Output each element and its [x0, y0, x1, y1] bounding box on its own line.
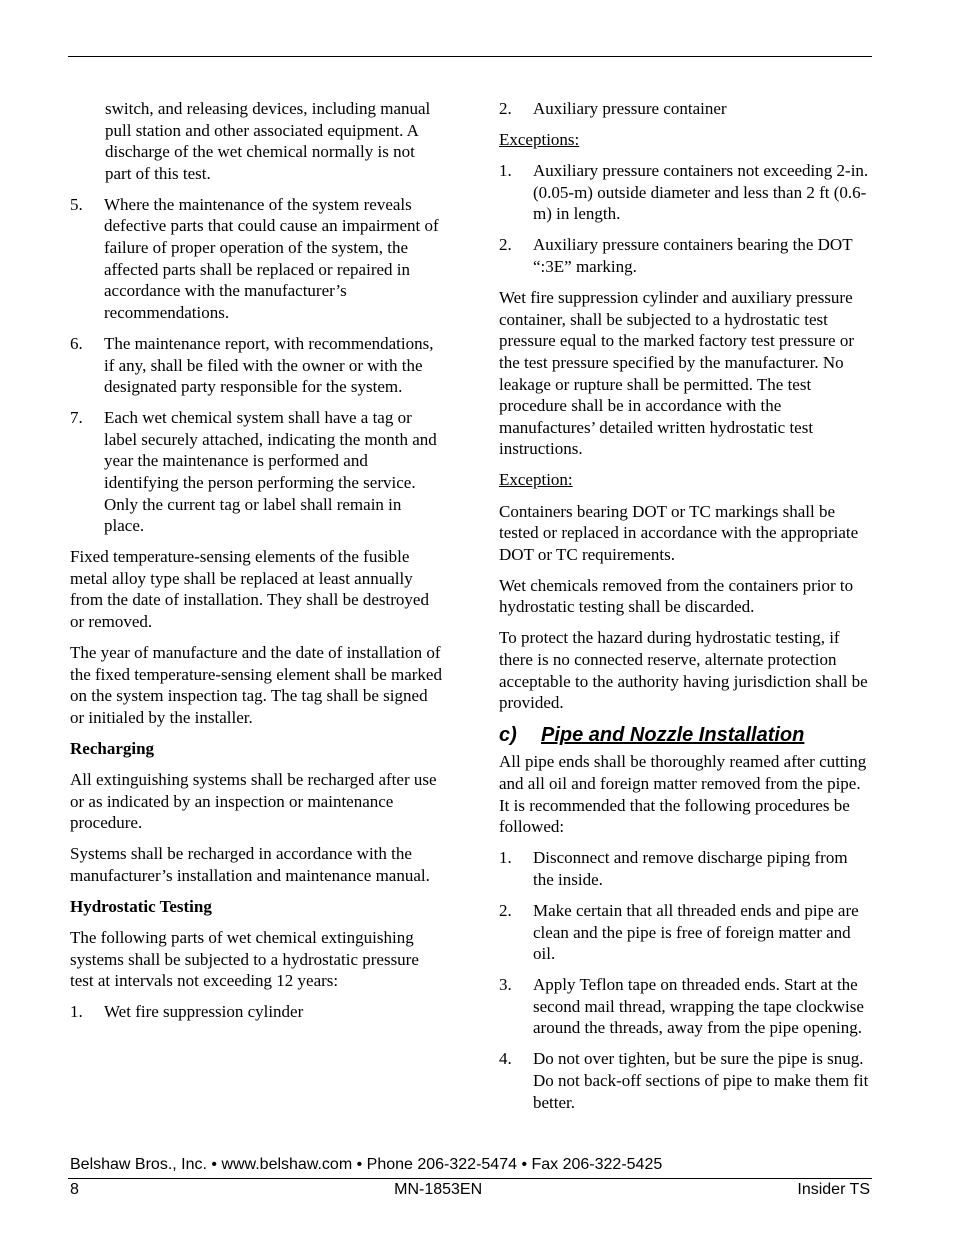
- exception-label: Exception:: [499, 470, 573, 490]
- paragraph: Containers bearing DOT or TC markings shall be tested or replaced in accordance with the appropriate DOT or TC requirements.: [499, 501, 859, 564]
- list-item: [499, 900, 871, 965]
- paragraph: The year of manufacture and the date of installation of the fixed temperature-sensing element shall be marked on the system inspection tag. The tag shall be signed or initialed by the installer.: [70, 643, 442, 727]
- product-name: Insider TS: [797, 1181, 870, 1198]
- list-number: 1.: [70, 1002, 83, 1022]
- list-item: [70, 194, 444, 324]
- paragraph: Wet chemicals removed from the containers prior to hydrostatic testing shall be discarded.: [499, 575, 854, 617]
- section-letter: c): [499, 724, 517, 747]
- footer-bar: [70, 1181, 870, 1199]
- paragraph: The following parts of wet chemical extinguishing systems shall be subjected to a hydrostatic pressure test at intervals not exceeding 12 years:: [70, 928, 419, 991]
- paragraph: Wet fire suppression cylinder and auxiliary pressure container, shall be subjected to a hydrostatic test pressure equal to the marked factory test pressure or the test pressure specified by the manufacturer. No leakage or rupture shall be permitted. The test procedure shall be in accordance with the manufactures’ detailed written hydrostatic test instructions.: [499, 288, 854, 459]
- list-item: [70, 333, 444, 398]
- list-text: Apply Teflon tape on threaded ends. Start at the second mail thread, wrapping the tape clockwise around the threads, away from the pipe opening.: [533, 975, 864, 1038]
- list-item: [499, 98, 871, 120]
- list-text: Do not over tighten, but be sure the pipe is snug. Do not back-off sections of pipe to make them fit better.: [533, 1049, 869, 1112]
- continued-item-text: switch, and releasing devices, including manual pull station and other associated equipment. A discharge of the wet chemical normally is not part of this test.: [105, 99, 431, 183]
- list-item: [499, 1048, 871, 1113]
- list-text: Auxiliary pressure containers not exceeding 2-in. (0.05-m) outside diameter and less than 2 ft (0.6-m) in length.: [533, 161, 869, 224]
- list-text: Disconnect and remove discharge piping from the inside.: [533, 848, 848, 889]
- list-number: 3.: [499, 975, 512, 995]
- paragraph: To protect the hazard during hydrostatic testing, if there is no connected reserve, alternate protection acceptable to the authority having jurisdiction shall be provided.: [499, 628, 868, 713]
- subheading-hydrostatic-testing: Hydrostatic Testing: [70, 897, 212, 917]
- page-number: 8: [70, 1181, 79, 1198]
- list-number: 4.: [499, 1049, 512, 1069]
- paragraph: Systems shall be recharged in accordance with the manufacturer’s installation and maintenance manual.: [70, 844, 430, 885]
- list-number: 1.: [499, 161, 512, 181]
- list-number: 2.: [499, 235, 512, 255]
- list-text: Where the maintenance of the system reveals defective parts that could cause an impairment of failure of proper operation of the system, the affected parts shall be replaced or repaired in accordance with the manufacturer’s recommendations.: [104, 194, 439, 322]
- paragraph: All pipe ends shall be thoroughly reamed after cutting and all oil and foreign matter removed from the pipe. It is recommended that the following procedures be followed:: [499, 752, 867, 837]
- list-text: The maintenance report, with recommendations, if any, shall be filed with the owner or with the designated party responsible for the system.: [104, 333, 434, 397]
- document-id: MN-1853EN: [394, 1181, 483, 1198]
- paragraph: All extinguishing systems shall be recharged after use or as indicated by an inspection or maintenance procedure.: [70, 770, 437, 833]
- list-number: 2.: [499, 900, 512, 920]
- paragraph: Fixed temperature-sensing elements of the fusible metal alloy type shall be replaced at least annually from the date of installation. They shall be destroyed or removed.: [70, 547, 429, 632]
- list-item: [499, 234, 871, 277]
- list-text: Auxiliary pressure container: [533, 99, 727, 118]
- list-item: [499, 974, 871, 1039]
- list-text: Auxiliary pressure containers bearing the DOT “:3E” marking.: [533, 235, 853, 277]
- subheading-recharging: Recharging: [70, 739, 155, 759]
- section-heading: [499, 723, 871, 747]
- list-text: Wet fire suppression cylinder: [104, 1002, 304, 1022]
- list-number: 2.: [499, 99, 512, 118]
- left-column: [70, 98, 444, 1033]
- list-number: 6.: [70, 333, 83, 353]
- list-number: 5.: [70, 194, 83, 214]
- right-column: [499, 98, 871, 1123]
- footer-rule: [68, 1178, 872, 1179]
- list-text: Make certain that all threaded ends and pipe are clean and the pipe is free of foreign matter and oil.: [533, 900, 859, 964]
- header-rule: [68, 56, 872, 57]
- list-number: 1.: [499, 848, 512, 868]
- list-number: 7.: [70, 408, 83, 428]
- footer-contact: Belshaw Bros., Inc. • www.belshaw.com • Phone 206-322-5474 • Fax 206-322-5425: [70, 1156, 663, 1173]
- list-item: [70, 407, 444, 537]
- list-item: [70, 1001, 444, 1023]
- section-title: Pipe and Nozzle Installation: [541, 724, 805, 747]
- list-item: [499, 160, 871, 225]
- list-item: [499, 847, 871, 890]
- exceptions-label: Exceptions:: [499, 130, 580, 150]
- list-text: Each wet chemical system shall have a tag or label securely attached, indicating the month and year the maintenance is performed and identifying the person performing the service. Only the current tag or label shall remain in place.: [104, 408, 437, 536]
